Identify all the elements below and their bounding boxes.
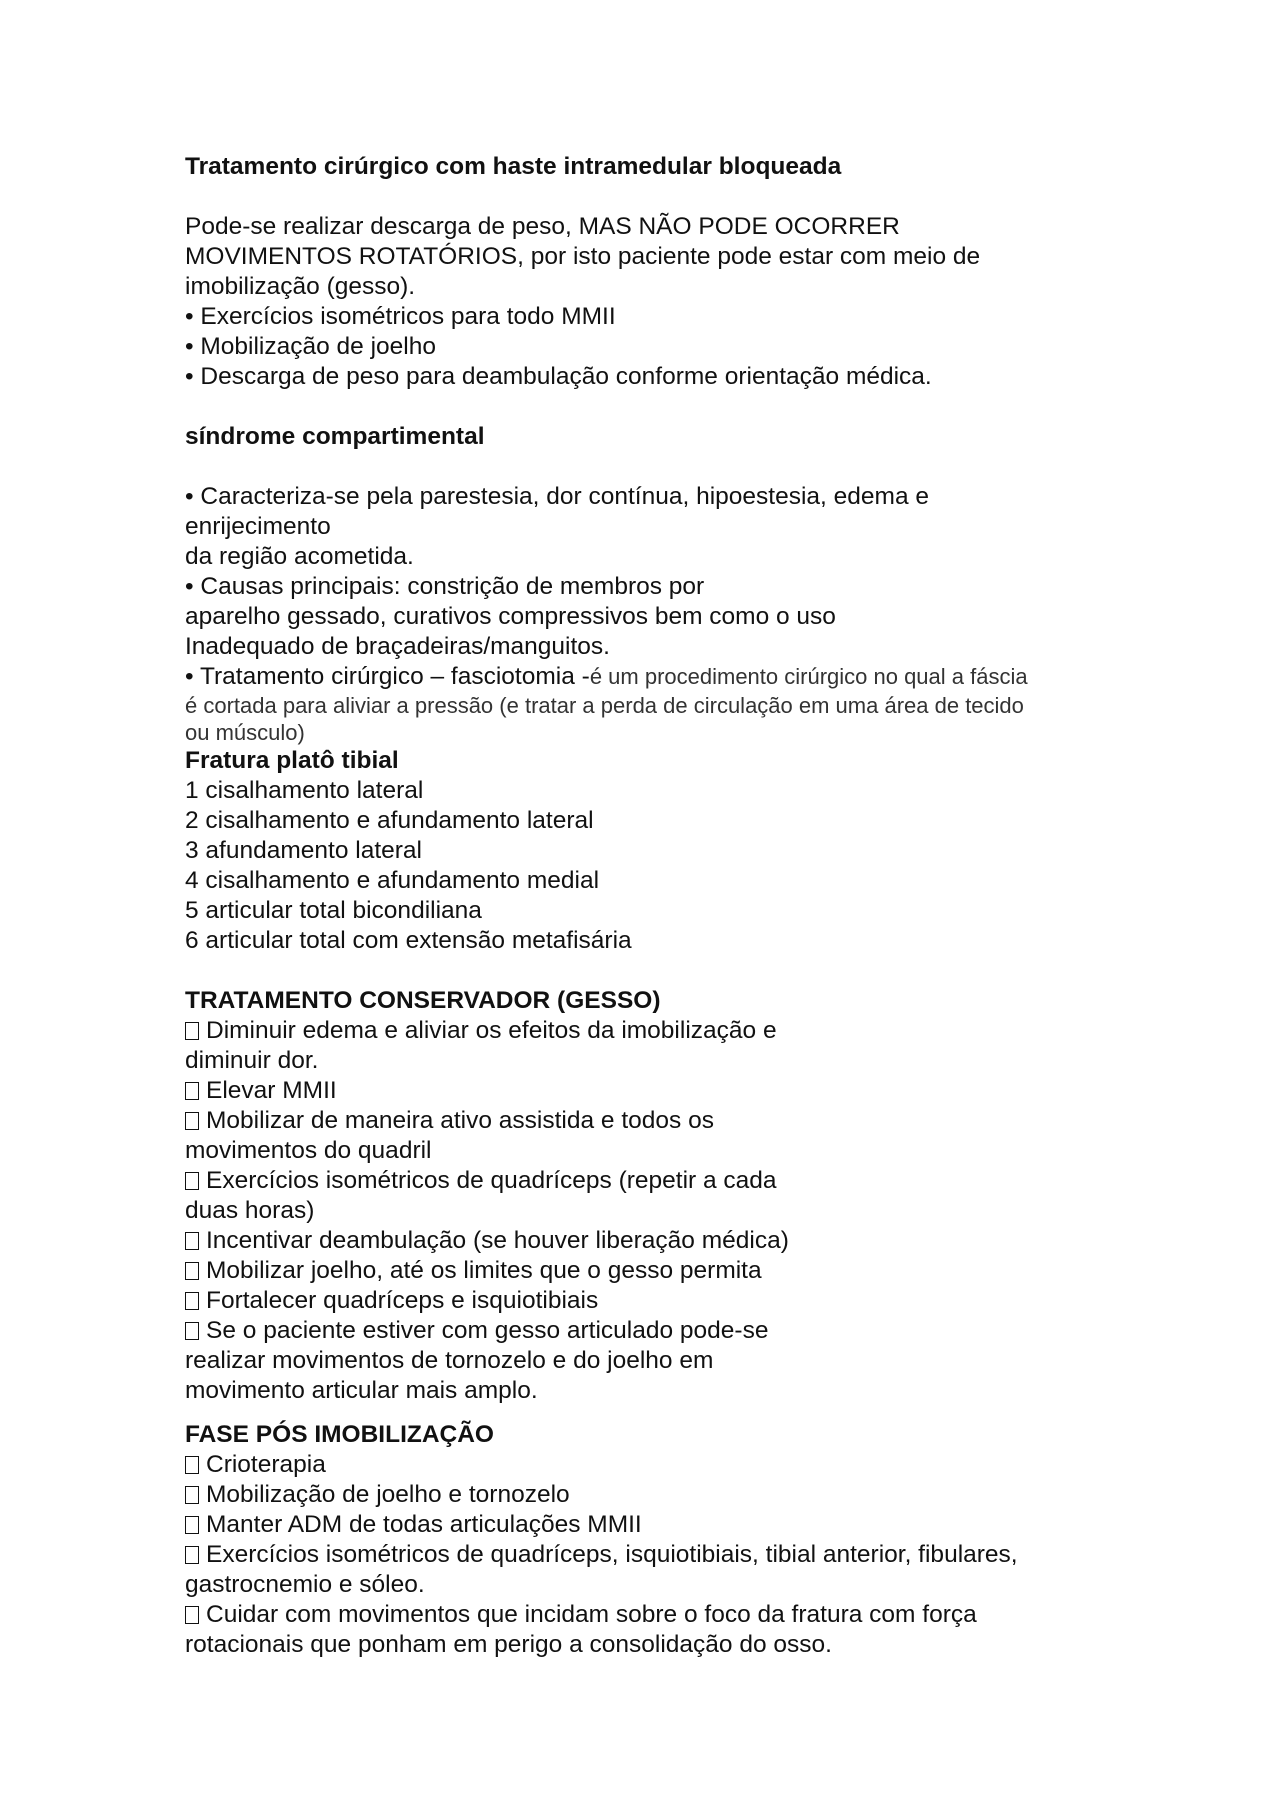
spacer bbox=[185, 392, 1105, 422]
list-item bbox=[185, 1480, 1105, 1510]
list-item-text: Mobilizar joelho, até os limites que o gesso permita bbox=[206, 1257, 762, 1284]
list-item-text: Mobilizar de maneira ativo assistida e todos os bbox=[206, 1107, 714, 1134]
paragraph-line: da região acometida. bbox=[185, 543, 414, 570]
paragraph-line: Pode-se realizar descarga de peso, MAS NÃO PODE OCORRER bbox=[185, 213, 900, 240]
treatment-note: ou músculo) bbox=[185, 720, 305, 745]
list-item bbox=[185, 1046, 1105, 1076]
list-item bbox=[185, 1196, 1105, 1226]
list-item bbox=[185, 1450, 1105, 1480]
paragraph-line: enrijecimento bbox=[185, 513, 331, 540]
missing-glyph-box-icon bbox=[185, 1172, 199, 1190]
spacer bbox=[185, 956, 1105, 986]
list-item-text: Crioterapia bbox=[206, 1451, 326, 1478]
list-item bbox=[185, 1600, 1105, 1630]
list-item bbox=[185, 1316, 1105, 1346]
list-item: 5 articular total bicondiliana bbox=[185, 897, 482, 924]
list-item-text: Mobilização de joelho e tornozelo bbox=[206, 1481, 570, 1508]
paragraph-line: • Caracteriza-se pela parestesia, dor contínua, hipoestesia, edema e bbox=[185, 483, 929, 510]
missing-glyph-box-icon bbox=[185, 1456, 199, 1474]
list-item-text: Cuidar com movimentos que incidam sobre o foco da fratura com força bbox=[206, 1601, 977, 1628]
treatment-note: é cortada para aliviar a pressão (e tratar a perda de circulação em uma área de tecido bbox=[185, 693, 1024, 718]
paragraph-line: imobilização (gesso). bbox=[185, 273, 416, 300]
list-item-text: Exercícios isométricos de quadríceps (repetir a cada bbox=[206, 1167, 777, 1194]
list-item: 2 cisalhamento e afundamento lateral bbox=[185, 807, 594, 834]
list-item-text: Diminuir edema e aliviar os efeitos da imobilização e bbox=[206, 1017, 777, 1044]
section-title-fratura: Fratura platô tibial bbox=[185, 747, 399, 774]
pos-imobilizacao-list bbox=[185, 1450, 1105, 1660]
list-item bbox=[185, 1076, 1105, 1106]
list-item-text: Se o paciente estiver com gesso articulado pode-se bbox=[206, 1317, 769, 1344]
missing-glyph-box-icon bbox=[185, 1262, 199, 1280]
list-item bbox=[185, 1540, 1105, 1570]
treatment-line bbox=[185, 662, 1105, 692]
paragraph-line: MOVIMENTOS ROTATÓRIOS, por isto paciente pode estar com meio de bbox=[185, 243, 981, 270]
list-item bbox=[185, 1016, 1105, 1046]
missing-glyph-box-icon bbox=[185, 1516, 199, 1534]
section-title-haste: Tratamento cirúrgico com haste intramedular bloqueada bbox=[185, 153, 842, 180]
missing-glyph-box-icon bbox=[185, 1112, 199, 1130]
list-item bbox=[185, 1286, 1105, 1316]
list-item-text: diminuir dor. bbox=[185, 1047, 319, 1074]
list-item bbox=[185, 1256, 1105, 1286]
missing-glyph-box-icon bbox=[185, 1322, 199, 1340]
spacer bbox=[185, 182, 1105, 212]
bullet-item: • Exercícios isométricos para todo MMII bbox=[185, 303, 616, 330]
missing-glyph-box-icon bbox=[185, 1022, 199, 1040]
list-item: 4 cisalhamento e afundamento medial bbox=[185, 867, 600, 894]
list-item bbox=[185, 1376, 1105, 1406]
list-item: 1 cisalhamento lateral bbox=[185, 777, 424, 804]
list-item-text: movimentos do quadril bbox=[185, 1137, 432, 1164]
list-item: 3 afundamento lateral bbox=[185, 837, 422, 864]
list-item-text: Exercícios isométricos de quadríceps, isquiotibiais, tibial anterior, fibulares, bbox=[206, 1541, 1018, 1568]
list-item-text: Fortalecer quadríceps e isquiotibiais bbox=[206, 1287, 599, 1314]
list-item-text: Manter ADM de todas articulações MMII bbox=[206, 1511, 642, 1538]
list-item: 6 articular total com extensão metafisária bbox=[185, 927, 632, 954]
spacer bbox=[185, 452, 1105, 482]
missing-glyph-box-icon bbox=[185, 1546, 199, 1564]
bullet-item: • Mobilização de joelho bbox=[185, 333, 437, 360]
section-title-pos-imobilizacao: FASE PÓS IMOBILIZAÇÃO bbox=[185, 1421, 494, 1448]
missing-glyph-box-icon bbox=[185, 1606, 199, 1624]
document-page bbox=[185, 152, 1105, 1660]
list-item-text: realizar movimentos de tornozelo e do joelho em bbox=[185, 1347, 714, 1374]
treatment-note: é um procedimento cirúrgico no qual a fáscia bbox=[589, 664, 1028, 689]
section-title-conservador: TRATAMENTO CONSERVADOR (GESSO) bbox=[185, 987, 661, 1014]
list-item bbox=[185, 1166, 1105, 1196]
list-item bbox=[185, 1570, 1105, 1600]
list-item-text: Elevar MMII bbox=[206, 1077, 337, 1104]
missing-glyph-box-icon bbox=[185, 1292, 199, 1310]
list-item bbox=[185, 1346, 1105, 1376]
conservador-list bbox=[185, 1016, 1105, 1406]
list-item bbox=[185, 1106, 1105, 1136]
list-item bbox=[185, 1510, 1105, 1540]
paragraph-line: aparelho gessado, curativos compressivos bem como o uso bbox=[185, 603, 836, 630]
paragraph-line: • Causas principais: constrição de membros por bbox=[185, 573, 705, 600]
list-item bbox=[185, 1630, 1105, 1660]
paragraph-line: Inadequado de braçadeiras/manguitos. bbox=[185, 633, 610, 660]
treatment-lead: • Tratamento cirúrgico – fasciotomia - bbox=[185, 663, 590, 690]
spacer bbox=[185, 1406, 1105, 1420]
list-item-text: rotacionais que ponham em perigo a consolidação do osso. bbox=[185, 1631, 832, 1658]
list-item-text: gastrocnemio e sóleo. bbox=[185, 1571, 425, 1598]
list-item-text: movimento articular mais amplo. bbox=[185, 1377, 538, 1404]
section-title-sindrome: síndrome compartimental bbox=[185, 423, 485, 450]
list-item-text: duas horas) bbox=[185, 1197, 315, 1224]
list-item bbox=[185, 1136, 1105, 1166]
missing-glyph-box-icon bbox=[185, 1232, 199, 1250]
missing-glyph-box-icon bbox=[185, 1486, 199, 1504]
missing-glyph-box-icon bbox=[185, 1082, 199, 1100]
bullet-item: • Descarga de peso para deambulação conforme orientação médica. bbox=[185, 363, 932, 390]
list-item-text: Incentivar deambulação (se houver liberação médica) bbox=[206, 1227, 789, 1254]
list-item bbox=[185, 1226, 1105, 1256]
